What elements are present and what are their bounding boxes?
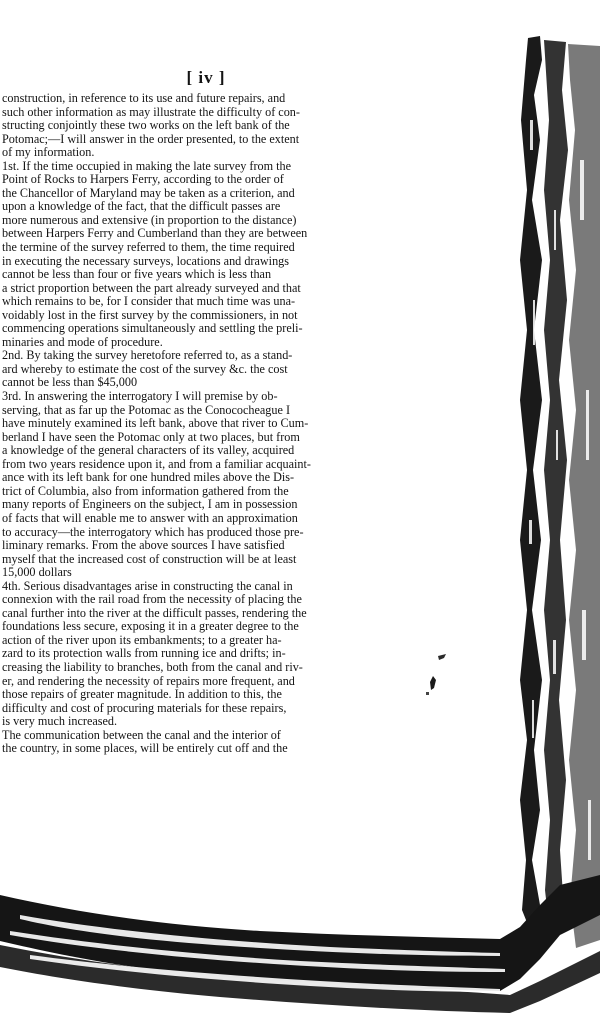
text-line: of facts that will enable me to answer with an approximation [2,511,298,525]
text-line: berland I have seen the Potomac only at two places, but from [2,430,300,444]
page-edge-shadow-bottom [0,855,600,1015]
text-line: 15,000 dollars [2,566,72,580]
paragraph [2,580,390,729]
text-line: more numerous and extensive (in proportion to the distance) [2,213,297,227]
page-number: [ iv ] [186,68,226,87]
text-line: trict of Columbia, also from information gathered from the [2,484,289,498]
text-line: a strict proportion between the part already surveyed and that [2,281,301,295]
text-line: the termine of the survey referred to them, the time required [2,241,295,255]
text-line: ard whereby to estimate the cost of the survey &c. the cost [2,362,288,376]
text-line: which remains to be, for I consider that much time was una- [2,295,296,309]
body-text [2,92,390,756]
text-line: Point of Rocks to Harpers Ferry, according to the order of [2,173,284,187]
ink-speck [424,652,448,696]
text-line: 2nd. By taking the survey heretofore referred to, as a stand- [2,349,293,363]
text-line: 1st. If the time occupied in making the late survey from the [2,159,292,173]
text-line: The communication between the canal and the interior of [2,728,281,742]
text-line: connexion with the rail road from the necessity of placing the [2,593,302,607]
text-line: canal further into the river at the difficult passes, rendering the [2,606,307,620]
text-line: creasing the liability to branches, both from the canal and riv- [2,660,303,674]
paragraph [2,349,390,390]
text-line: er, and rendering the necessity of repairs more frequent, and [2,674,295,688]
text-line: between Harpers Ferry and Cumberland than they are between [2,227,308,241]
text-line: difficulty and cost of procuring materials for these repairs, [2,701,287,715]
text-line: is very much increased. [2,715,118,729]
text-line: to accuracy—the interrogatory which has produced those pre- [2,525,304,539]
text-line: many reports of Engineers on the subject, I am in possession [2,498,298,512]
text-line: serving, that as far up the Potomac as the Conococheague I [2,403,291,417]
text-line: cannot be less than four or five years which is less than [2,268,272,282]
text-line: the Chancellor of Maryland may be taken as a criterion, and [2,186,295,200]
text-line: structing conjointly these two works on the left bank of the [2,119,290,133]
paragraph [2,729,390,756]
paragraph [2,160,390,350]
text-line: in executing the necessary surveys, locations and drawings [2,254,290,268]
text-line: 3rd. In answering the interrogatory I will premise by ob- [2,390,278,404]
paragraph [2,92,390,160]
text-line: have minutely examined its left bank, above that river to Cum- [2,417,309,431]
text-line: commencing operations simultaneously and settling the preli- [2,322,303,336]
text-line: from two years residence upon it, and from a familiar acquaint- [2,457,311,471]
text-line: action of the river upon its embankments; to a greater ha- [2,633,282,647]
text-line: the country, in some places, will be entirely cut off and the [2,742,288,756]
text-line: those repairs of greater magnitude. In addition to this, the [2,688,282,702]
text-line: myself that the increased cost of construction will be at least [2,552,297,566]
text-line: minaries and mode of procedure. [2,335,163,349]
text-line: cannot be less than $45,000 [2,376,138,390]
text-line: foundations less secure, exposing it in a greater degree to the [2,620,299,634]
text-line: Potomac;—I will answer in the order presented, to the extent [2,132,300,146]
text-line: upon a knowledge of the fact, that the difficult passes are [2,200,281,214]
text-line: 4th. Serious disadvantages arise in constructing the canal in [2,579,293,593]
text-line: voidably lost in the first survey by the commissioners, in not [2,308,298,322]
text-line: of my information. [2,146,95,160]
text-line: such other information as may illustrate the difficulty of con- [2,105,300,119]
text-line: construction, in reference to its use and future repairs, and [2,92,286,105]
text-line: a knowledge of the general characters of its valley, acquired [2,444,295,458]
text-line: zard to its protection walls from running ice and drifts; in- [2,647,286,661]
paragraph [2,390,390,580]
text-line: liminary remarks. From the above sources I have satisfied [2,539,285,553]
page-text [2,68,390,756]
text-line: ance with its left bank for one hundred miles above the Dis- [2,471,295,485]
